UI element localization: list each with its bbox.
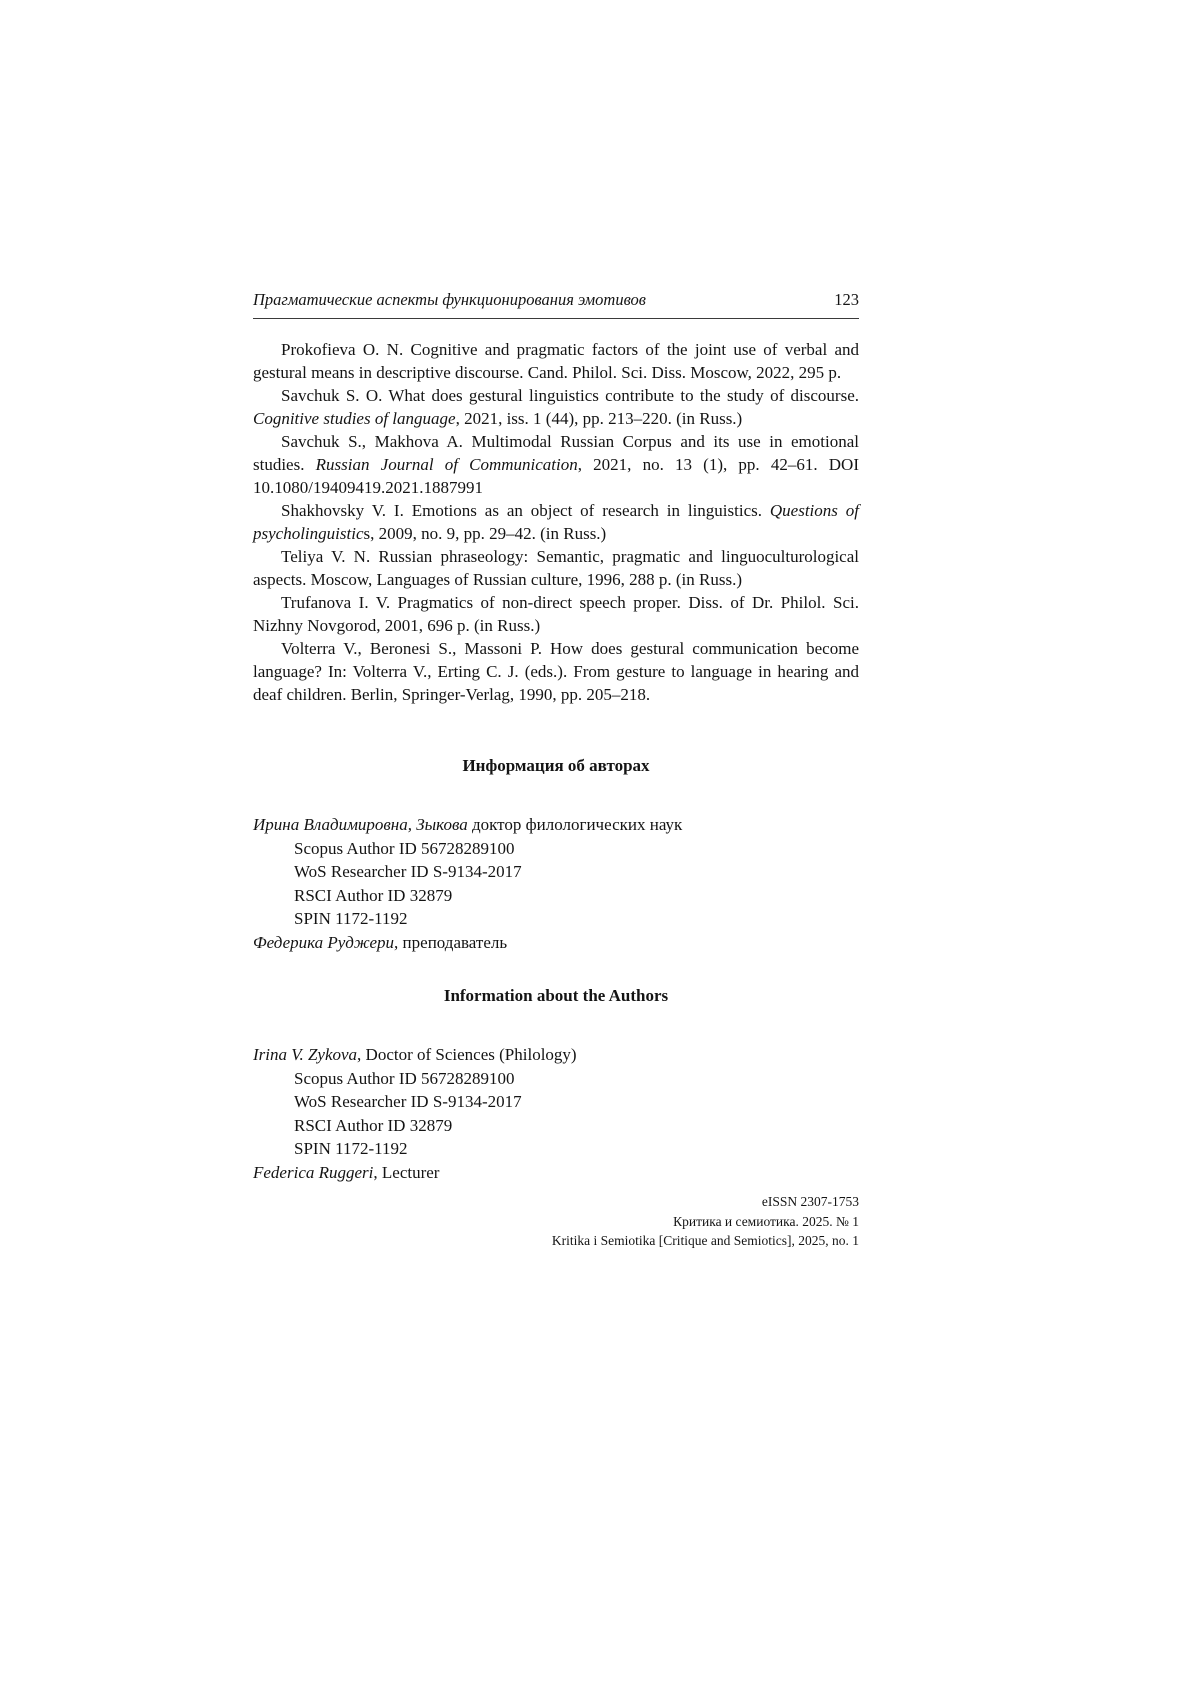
author-name-line (253, 813, 859, 837)
reference-list (253, 338, 859, 706)
reference-item (253, 430, 859, 499)
author-id-line: WoS Researcher ID S-9134-2017 (294, 862, 522, 881)
text-run: Teliya V. N. Russian phraseology: Semantic, pragmatic and linguoculturological aspects. Moscow, Languages of Russian culture, 1996, 288 p. (in Russ.) (253, 547, 859, 589)
reference-item (253, 637, 859, 706)
running-title: Прагматические аспекты функционирования эмотивов (253, 290, 646, 309)
author-id-line: Scopus Author ID 56728289100 (294, 1068, 515, 1088)
authors-en-section (253, 1043, 859, 1184)
author-id-line: SPIN 1172-1192 (294, 909, 408, 928)
italic-text-run: Questions of psycholinguistic (253, 501, 859, 543)
author-id-line: RSCI Author ID 32879 (294, 885, 453, 905)
text-run: Prokofieva O. N. Cognitive and pragmatic factors of the joint use of verbal and gestural means in descriptive discourse. Cand. Philol. Sci. Diss. Moscow, 2022, 295 p. (253, 340, 859, 382)
italic-text-run: Федерика Руджери (253, 932, 395, 952)
footer-line: eISSN 2307-1753 (761, 1194, 859, 1209)
text-run: Shakhovsky V. I. Emotions as an object of research in linguistics. (281, 501, 770, 520)
page-number: 123 (834, 290, 859, 309)
text-run: Trufanova I. V. Pragmatics of non-direct speech proper. Diss. of Dr. Philol. Sci. Nizhny Novgorod, 2001, 696 p. (in Russ.) (253, 593, 859, 635)
italic-text-run: Federica Ruggeri (253, 1162, 374, 1182)
journal-footer (253, 1192, 859, 1251)
author-name-line (253, 931, 859, 955)
text-run: доктор филологических наук (467, 815, 683, 834)
italic-text-run: Cognitive studies of language (253, 409, 456, 428)
text-run: s, 2009, no. 9, pp. 29–42. (in Russ.) (363, 524, 607, 543)
footer-line: Kritika i Semiotika [Critique and Semiotics], 2025, no. 1 (551, 1233, 859, 1248)
reference-item (253, 545, 859, 591)
authors-ru-section (253, 813, 859, 954)
text-run: , 2021, iss. 1 (44), pp. 213–220. (in Russ.) (455, 409, 743, 428)
author-name-line (253, 1161, 859, 1185)
italic-text-run: Russian Journal of Communication (315, 455, 578, 474)
text-run: , Doctor of Sciences (Philology) (357, 1045, 577, 1064)
text-run: , преподаватель (394, 932, 508, 952)
reference-item (253, 338, 859, 384)
author-id-line: SPIN 1172-1192 (294, 1139, 408, 1158)
footer-line: Критика и семиотика. 2025. № 1 (673, 1213, 859, 1229)
text-run: Volterra V., Beronesi S., Massoni P. How does gestural communication become language? In: Volterra V., Erting C. J. (eds.). From gesture to language in hearing and deaf children. Berlin, Springer-Verlag, 1990, pp. 205–218. (253, 639, 859, 704)
text-run: Savchuk S. O. What does gestural linguistics contribute to the study of discourse. (281, 386, 859, 405)
authors-en-heading: Information about the Authors (443, 986, 669, 1005)
authors-ru-heading: Информация об авторах (462, 756, 650, 775)
reference-item (253, 591, 859, 637)
text-run: Savchuk S., Makhova A. Multimodal Russian Corpus and its use in emotional studies. (253, 432, 859, 474)
reference-item (253, 384, 859, 430)
text-run: , Lecturer (373, 1162, 440, 1182)
italic-text-run: Irina V. Zykova (253, 1045, 358, 1064)
text-column (253, 290, 859, 1184)
running-head (253, 290, 859, 319)
italic-text-run: Ирина Владимировна, Зыкова (253, 815, 468, 834)
author-id-line: RSCI Author ID 32879 (294, 1115, 453, 1135)
author-name-line (253, 1043, 859, 1067)
reference-item (253, 499, 859, 545)
author-id-line: WoS Researcher ID S-9134-2017 (294, 1092, 522, 1111)
text-run: , 2021, no. 13 (1), pp. 42–61. DOI 10.1080/19409419.2021.1887991 (253, 455, 859, 497)
author-id-line: Scopus Author ID 56728289100 (294, 838, 515, 858)
